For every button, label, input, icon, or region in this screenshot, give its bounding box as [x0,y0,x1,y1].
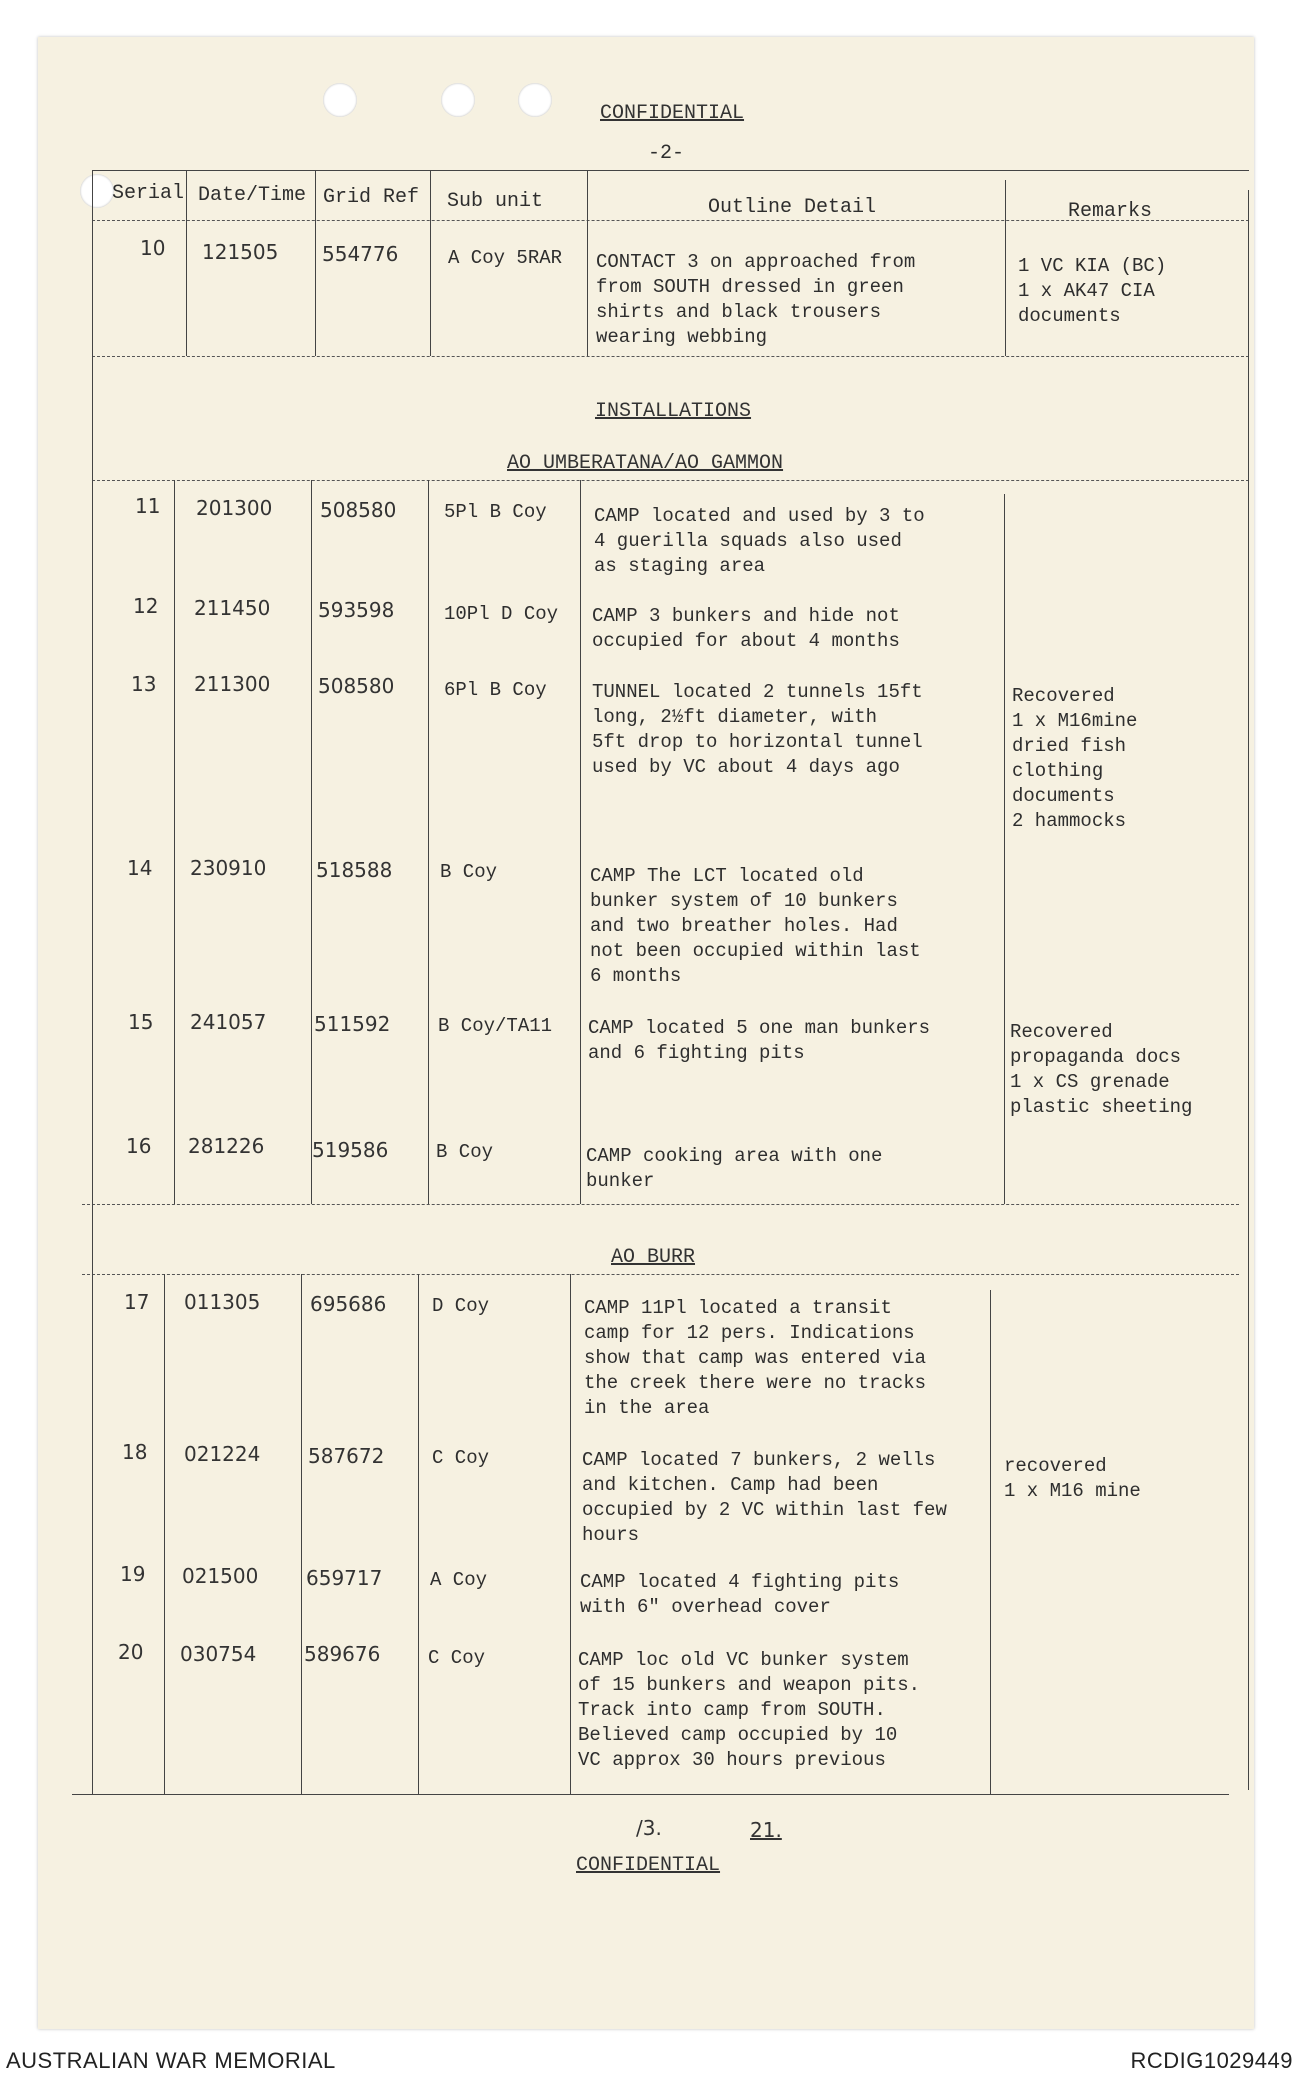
col-divider [580,480,581,1204]
table-bottom-border [72,1794,1229,1795]
subunit-cell: 5Pl B Coy [444,501,547,523]
detail-cell: CAMP 11Pl located a transit camp for 12 pers. Indications show that camp was entered via the creek there were no tracks in the area [584,1297,927,1419]
section2-top [82,1274,1239,1275]
section-title-umberatana: AO UMBERATANA/AO GAMMON [507,452,784,475]
confidential-header: CONFIDENTIAL [600,102,745,125]
datetime-cell: 021500 [182,1564,259,1588]
detail-cell: CAMP The LCT located old bunker system of 10 bunkers and two breather holes. Had not been occupied within last 6 months [590,865,921,987]
subunit-cell: C Coy [428,1647,486,1669]
next-serial-marker: 21. [750,1818,782,1842]
table-top-border [92,170,1249,171]
detail-cell: CAMP located 5 one man bunkers and 6 fighting pits [588,1017,931,1064]
detail-cell: CONTACT 3 on approached from from SOUTH dressed in green shirts and black trousers wearing webbing [596,251,916,348]
gridref-cell: 695686 [310,1292,387,1316]
detail-cell: CAMP 3 bunkers and hide not occupied for about 4 months [592,605,900,652]
datetime-cell: 030754 [180,1642,257,1666]
detail-cell: CAMP located and used by 3 to 4 guerilla squads also used as staging area [594,505,925,577]
subunit-cell: B Coy [440,861,498,883]
col-divider [587,170,588,356]
datetime-cell: 011305 [184,1290,261,1314]
gridref-cell: 508580 [318,674,395,698]
gridref-cell: 659717 [306,1566,383,1590]
punch-hole [323,83,357,117]
section1-top [92,480,1249,481]
gridref-cell: 508580 [320,498,397,522]
gridref-cell: 593598 [318,598,395,622]
col-header-serial: Serial [112,182,185,205]
datetime-cell: 241057 [190,1010,267,1034]
serial-cell: 17 [124,1290,150,1314]
section1-bottom [82,1204,1239,1205]
subunit-cell: 6Pl B Coy [444,679,547,701]
punch-hole [441,83,475,117]
installations-title: INSTALLATIONS [595,400,752,423]
confidential-footer: CONFIDENTIAL [576,1854,721,1877]
detail-cell: CAMP located 7 bunkers, 2 wells and kitchen. Camp had been occupied by 2 VC within last few hours [582,1449,947,1546]
detail-cell: CAMP located 4 fighting pits with 6" overhead cover [580,1571,900,1618]
page-number: -2- [648,142,685,165]
archive-id: RCDIG1029449 [1130,2048,1293,2073]
serial-cell: 14 [127,856,153,880]
remarks-cell: Recovered propaganda docs 1 x CS grenade plastic sheeting [1010,1021,1193,1118]
detail-cell: CAMP cooking area with one bunker [586,1145,883,1192]
subunit-cell: A Coy 5RAR [448,247,563,269]
serial-cell: 13 [131,672,157,696]
table-right-border [1248,190,1249,1790]
col-divider [428,480,429,1204]
col-divider [1005,180,1006,356]
contact-row-bottom [92,356,1249,357]
archive-label: AUSTRALIAN WAR MEMORIAL [6,2048,336,2073]
serial-cell: 12 [133,594,159,618]
continued-marker: /3. [636,1816,662,1840]
table-left-border [92,170,93,1794]
section-title-burr: AO BURR [611,1246,696,1269]
col-divider [570,1274,571,1794]
serial-cell: 11 [135,494,161,518]
datetime-cell: 211300 [194,672,271,696]
col-divider [1004,494,1005,1204]
col-divider [164,1274,165,1794]
punch-hole [518,83,552,117]
remarks-cell: recovered 1 x M16 mine [1004,1455,1141,1502]
serial-cell: 16 [126,1134,152,1158]
col-divider [990,1290,991,1794]
serial-cell: 19 [120,1562,146,1586]
detail-cell: TUNNEL located 2 tunnels 15ft long, 2½ft diameter, with 5ft drop to horizontal tunnel used by VC about 4 days ago [592,681,923,778]
detail-cell: CAMP loc old VC bunker system of 15 bunkers and weapon pits. Track into camp from SOUTH. Believed camp occupied by 10 VC approx 30 hours previous [578,1649,921,1771]
subunit-cell: B Coy [436,1141,494,1163]
datetime-cell: 121505 [202,240,279,264]
serial-cell: 18 [122,1440,148,1464]
col-divider [311,480,312,1204]
datetime-cell: 201300 [196,496,273,520]
subunit-cell: 10Pl D Coy [444,603,559,625]
serial-cell: 15 [128,1010,154,1034]
col-header-detail: Outline Detail [708,196,877,219]
datetime-cell: 021224 [184,1442,261,1466]
col-divider [186,170,187,356]
remarks-cell: 1 VC KIA (BC) 1 x AK47 CIA documents [1018,255,1167,327]
remarks-cell: Recovered 1 x M16mine dried fish clothing documents 2 hammocks [1012,685,1138,832]
subunit-cell: A Coy [430,1569,488,1591]
col-divider [174,480,175,1204]
col-divider [430,170,431,356]
col-header-datetime: Date/Time [198,184,307,207]
gridref-cell: 554776 [322,242,399,266]
col-header-subunit: Sub unit [447,190,544,213]
col-divider [418,1274,419,1794]
subunit-cell: C Coy [432,1447,490,1469]
datetime-cell: 230910 [190,856,267,880]
gridref-cell: 518588 [316,858,393,882]
gridref-cell: 587672 [308,1444,385,1468]
gridref-cell: 511592 [314,1012,391,1036]
serial-cell: 10 [140,236,166,260]
datetime-cell: 281226 [188,1134,265,1158]
subunit-cell: D Coy [432,1295,490,1317]
datetime-cell: 211450 [194,596,271,620]
col-divider [301,1274,302,1794]
subunit-cell: B Coy/TA11 [438,1015,553,1037]
col-header-gridref: Grid Ref [323,186,420,209]
serial-cell: 20 [118,1640,144,1664]
gridref-cell: 519586 [312,1138,389,1162]
col-header-remarks: Remarks [1068,200,1153,223]
punch-hole [80,174,114,208]
gridref-cell: 589676 [304,1642,381,1666]
col-divider [315,170,316,356]
